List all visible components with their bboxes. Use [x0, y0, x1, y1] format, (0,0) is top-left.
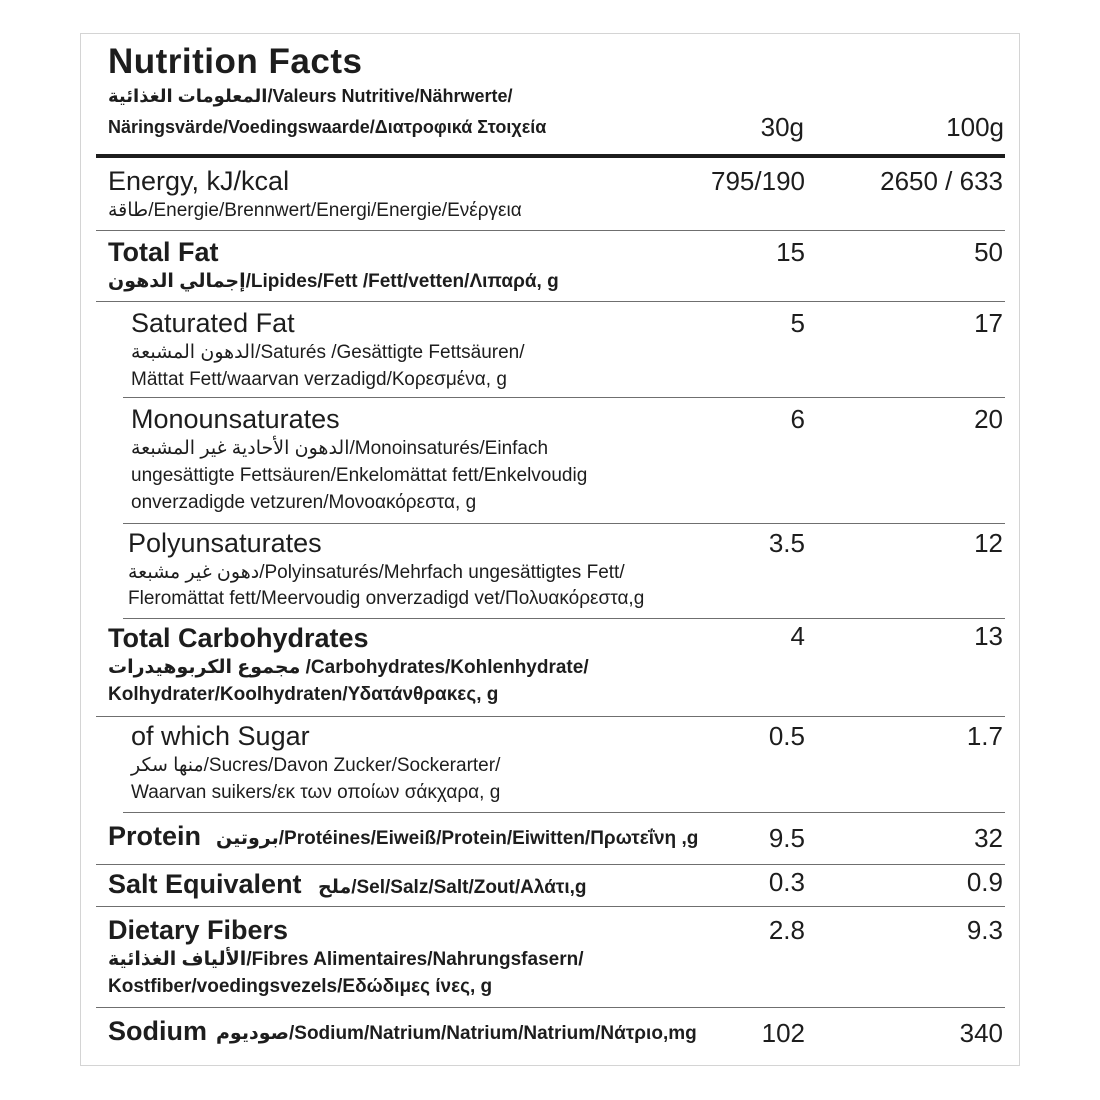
energy-translations: طاقة/Energie/Brennwert/Energi/Energie/Ενέργεια — [108, 200, 522, 221]
energy-label: Energy, kJ/kcal — [108, 166, 290, 196]
row-sugar — [123, 717, 1005, 813]
sugar-label: of which Sugar — [131, 721, 310, 751]
sodium-value-100g: 340 — [959, 1018, 1003, 1048]
panel-subtitle-line2: Näringsvärde/Voedingswaarde/Διατροφικά Στοιχεία — [108, 117, 547, 137]
panel-title: Nutrition Facts — [108, 42, 363, 81]
monounsaturates-value-100g: 20 — [974, 404, 1003, 434]
polyunsaturates-translations-1: دهون غير مشبعة/Polyinsaturés/Mehrfach ungesättigtes Fett/ — [128, 562, 625, 583]
saturated-fat-label: Saturated Fat — [131, 308, 295, 338]
saturated-fat-translations-2: Mättat Fett/waarvan verzadigd/Κορεσμένα, g — [131, 369, 507, 390]
salt-equivalent-translations: ملح/Sel/Salz/Salt/Zout/Αλάτι,g — [318, 877, 587, 898]
monounsaturates-translations-1: الدهون الأحادية غير المشبعة/Monoinsaturés/Einfach — [131, 438, 549, 459]
sugar-value-30g: 0.5 — [768, 721, 805, 751]
row-energy — [96, 158, 1005, 231]
total-fat-value-30g: 15 — [776, 237, 805, 267]
total-fat-translations: إجمالي الدهون/Lipides/Fett /Fett/vetten/Λιπαρά, g — [108, 271, 559, 292]
monounsaturates-value-30g: 6 — [790, 404, 805, 434]
dietary-fibers-value-100g: 9.3 — [966, 915, 1003, 945]
protein-translations: بروتين/Protéines/Eiweiß/Protein/Eiwitten/Πρωτεΐνη ,g — [216, 828, 699, 849]
polyunsaturates-translations-2: Fleromättat fett/Meervoudig onverzadigd vet/Πολυακόρεστα,g — [128, 588, 645, 609]
total-carbohydrates-translations-2: Kolhydrater/Koolhydraten/Υδατάνθρακες, g — [108, 684, 499, 705]
polyunsaturates-label: Polyunsaturates — [128, 528, 322, 558]
saturated-fat-value-100g: 17 — [974, 308, 1003, 338]
saturated-fat-translations-1: الدهون المشبعة/Saturés /Gesättigte Fettsäuren/ — [131, 342, 525, 363]
polyunsaturates-value-30g: 3.5 — [768, 528, 805, 558]
salt-equivalent-value-100g: 0.9 — [966, 867, 1003, 897]
dietary-fibers-translations-2: Kostfiber/voedingsvezels/Εδώδιμες ίνες, g — [108, 976, 493, 997]
sodium-label: Sodium — [108, 1016, 207, 1046]
salt-equivalent-label: Salt Equivalent — [108, 869, 302, 899]
total-carbohydrates-label: Total Carbohydrates — [108, 623, 369, 653]
dietary-fibers-value-30g: 2.8 — [768, 915, 805, 945]
row-dietary-fibers — [96, 907, 1005, 1008]
total-carbohydrates-translations-1: مجموع الكربوهيدرات /Carbohydrates/Kohlenhydrate/ — [108, 657, 589, 678]
monounsaturates-translations-3: onverzadigde vetzuren/Μονοακόρεστα, g — [131, 492, 477, 513]
row-saturated-fat — [123, 302, 1005, 398]
protein-value-30g: 9.5 — [768, 823, 805, 853]
total-carbohydrates-value-30g: 4 — [790, 621, 805, 651]
dietary-fibers-label: Dietary Fibers — [108, 915, 289, 945]
total-carbohydrates-value-100g: 13 — [974, 621, 1003, 651]
row-salt-equivalent — [96, 865, 1005, 907]
sugar-translations-2: Waarvan suikers/εκ των οποίων σάκχαρα, g — [131, 782, 501, 803]
monounsaturates-label: Monounsaturates — [131, 404, 340, 434]
row-total-fat — [96, 231, 1005, 302]
sugar-value-100g: 1.7 — [966, 721, 1003, 751]
sugar-translations-1: منها سكر/Sucres/Davon Zucker/Sockerarter/ — [131, 755, 501, 776]
row-sodium — [96, 1008, 1005, 1058]
column-header-100g: 100g — [946, 112, 1004, 142]
sodium-value-30g: 102 — [761, 1018, 805, 1048]
salt-equivalent-value-30g: 0.3 — [768, 867, 805, 897]
total-fat-value-100g: 50 — [974, 237, 1003, 267]
row-protein — [96, 813, 1005, 865]
dietary-fibers-translations-1: الألياف الغذائية/Fibres Alimentaires/Nahrungsfasern/ — [108, 949, 584, 970]
energy-value-100g: 2650 / 633 — [880, 166, 1003, 196]
row-polyunsaturates — [123, 524, 1005, 619]
polyunsaturates-value-100g: 12 — [974, 528, 1003, 558]
energy-value-30g: 795/190 — [711, 166, 805, 196]
monounsaturates-translations-2: ungesättigte Fettsäuren/Enkelomättat fett/Enkelvoudig — [131, 465, 588, 486]
row-monounsaturates — [123, 398, 1005, 524]
sodium-translations: صوديوم/Sodium/Natrium/Natrium/Natrium/Νάτριο,mg — [216, 1023, 697, 1044]
saturated-fat-value-30g: 5 — [790, 308, 805, 338]
row-total-carbohydrates — [96, 619, 1005, 717]
protein-label: Protein — [108, 821, 202, 851]
total-fat-label: Total Fat — [108, 237, 219, 267]
column-header-30g: 30g — [760, 112, 804, 142]
protein-value-100g: 32 — [974, 823, 1003, 853]
panel-subtitle-line1: المعلومات الغذائية/Valeurs Nutritive/Nährwerte/ — [108, 86, 513, 106]
